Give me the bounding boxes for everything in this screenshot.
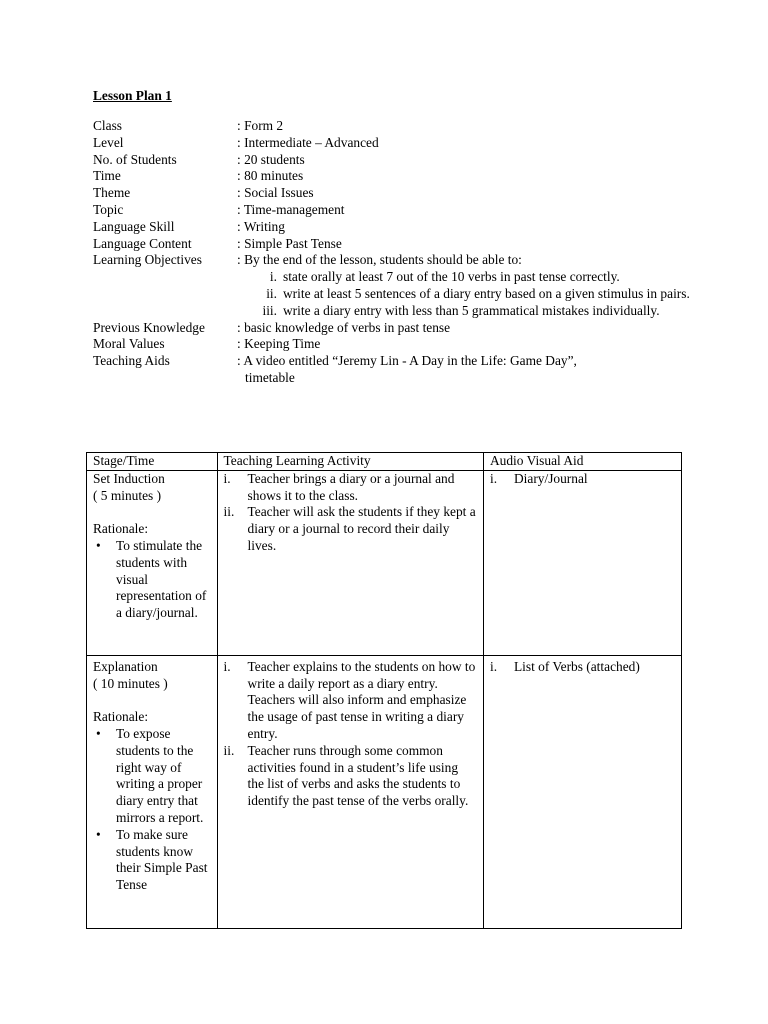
info-value [237, 353, 693, 387]
stage-cell [87, 470, 218, 655]
objective-text: write a diary entry with less than 5 grammatical mistakes individually. [283, 302, 660, 318]
activity-item [224, 659, 477, 743]
rationale-label: Rationale: [93, 709, 149, 725]
info-label: Time [93, 168, 121, 184]
activity-cell [217, 470, 483, 655]
objective-item [247, 303, 693, 320]
info-row-time [93, 168, 693, 185]
rationale-list [93, 726, 211, 894]
objective-number: ii. [266, 285, 277, 301]
info-value: : Simple Past Tense [237, 235, 342, 251]
aid-list [490, 659, 675, 676]
lesson-plan-table [86, 452, 682, 929]
info-row-content [93, 236, 693, 253]
stage-name: Explanation [93, 658, 158, 674]
aid-list [490, 471, 675, 488]
info-row-teaching-aids [93, 353, 693, 387]
info-label: Learning Objectives [93, 252, 202, 268]
aid-cell [484, 655, 682, 928]
stage-time: ( 10 minutes ) [93, 675, 168, 691]
aid-item [490, 659, 675, 676]
aid-text: List of Verbs (attached) [514, 658, 640, 674]
lesson-info [93, 118, 693, 387]
objective-text: write at least 5 sentences of a diary entry based on a given stimulus in pairs. [283, 285, 690, 301]
info-row-level [93, 135, 693, 152]
activity-cell [217, 655, 483, 928]
objective-item [247, 286, 693, 303]
aid-text: Diary/Journal [514, 470, 588, 486]
activity-text: Teacher runs through some common activities found in a student’s life using the list of verbs and asks the students to identify the past tense of the verbs orally. [247, 742, 469, 809]
info-value: : Time-management [237, 201, 345, 217]
info-label: Teaching Aids [93, 353, 170, 369]
info-value: : 20 students [237, 151, 305, 167]
objective-text: state orally at least 7 out of the 10 verbs in past tense correctly. [283, 269, 620, 285]
info-value: : Form 2 [237, 118, 284, 133]
info-value: : Social Issues [237, 185, 314, 201]
table-row [87, 470, 682, 655]
activity-text: Teacher brings a diary or a journal and shows it to the class. [247, 470, 455, 503]
info-label: Language Skill [93, 218, 175, 234]
info-value: : 80 minutes [237, 168, 304, 184]
info-label: No. of Students [93, 151, 177, 167]
aid-number: i. [490, 658, 498, 674]
header-audio-visual-aid: Audio Visual Aid [484, 453, 682, 471]
info-label: Moral Values [93, 336, 165, 352]
info-value: : Intermediate – Advanced [237, 134, 379, 150]
activity-list [224, 471, 477, 555]
teaching-aids-text: : A video entitled “Jeremy Lin - A Day in the Life: Game Day”, [237, 353, 577, 369]
activity-text: Teacher explains to the students on how to write a daily report as a diary entry. Teachers will also inform and emphasize the usage of past tense in writing a diary entry. [247, 658, 476, 741]
header-stage-time: Stage/Time [87, 453, 218, 471]
activity-number: ii. [223, 504, 235, 520]
header-activity: Teaching Learning Activity [217, 453, 483, 471]
info-row-students [93, 152, 693, 169]
stage-name: Set Induction [93, 470, 165, 486]
info-value: : By the end of the lesson, students should be able to: [237, 252, 522, 268]
aid-item [490, 471, 675, 488]
activity-number: i. [223, 470, 231, 486]
activity-item [224, 471, 477, 505]
info-row-skill [93, 219, 693, 236]
info-label: Previous Knowledge [93, 319, 205, 335]
rationale-label: Rationale: [93, 521, 149, 537]
objective-number: iii. [262, 302, 277, 318]
activity-number: i. [223, 658, 231, 674]
info-value: : basic knowledge of verbs in past tense [237, 319, 451, 335]
info-label: Level [93, 134, 124, 150]
rationale-item: • To expose students to the right way of writing a proper diary entry that mirrors a report. [93, 726, 211, 827]
table-row [87, 655, 682, 928]
activity-number: ii. [223, 742, 235, 758]
page-title: Lesson Plan 1 [93, 88, 172, 103]
info-row-moral-values [93, 336, 693, 353]
stage-cell [87, 655, 218, 928]
info-label: Topic [93, 201, 124, 217]
info-label: Class [93, 118, 123, 133]
activity-text: Teacher will ask the students if they kept a diary or a journal to record their daily lives. [247, 504, 476, 553]
info-value: : Writing [237, 218, 285, 234]
teaching-aids-continuation: timetable [245, 369, 295, 385]
aid-cell [484, 470, 682, 655]
info-row-previous-knowledge [93, 320, 693, 337]
aid-number: i. [490, 470, 498, 486]
activity-item [224, 743, 477, 810]
activity-item [224, 504, 477, 554]
stage-time: ( 5 minutes ) [93, 487, 162, 503]
objective-number: i. [269, 269, 277, 285]
table-header-row [87, 453, 682, 471]
info-label: Language Content [93, 235, 192, 251]
info-row-theme [93, 185, 693, 202]
rationale-item: • To make sure students know their Simple Past Tense [93, 827, 211, 894]
rationale-item: • To stimulate the students with visual representation of a diary/journal. [93, 538, 211, 622]
objective-item [247, 269, 693, 286]
info-value: : Keeping Time [237, 336, 321, 352]
activity-list [224, 659, 477, 810]
info-row-topic [93, 202, 693, 219]
info-row-class [93, 118, 693, 135]
info-label: Theme [93, 185, 131, 201]
rationale-list [93, 538, 211, 622]
objectives-list [247, 269, 693, 319]
info-row-objectives [93, 252, 693, 269]
